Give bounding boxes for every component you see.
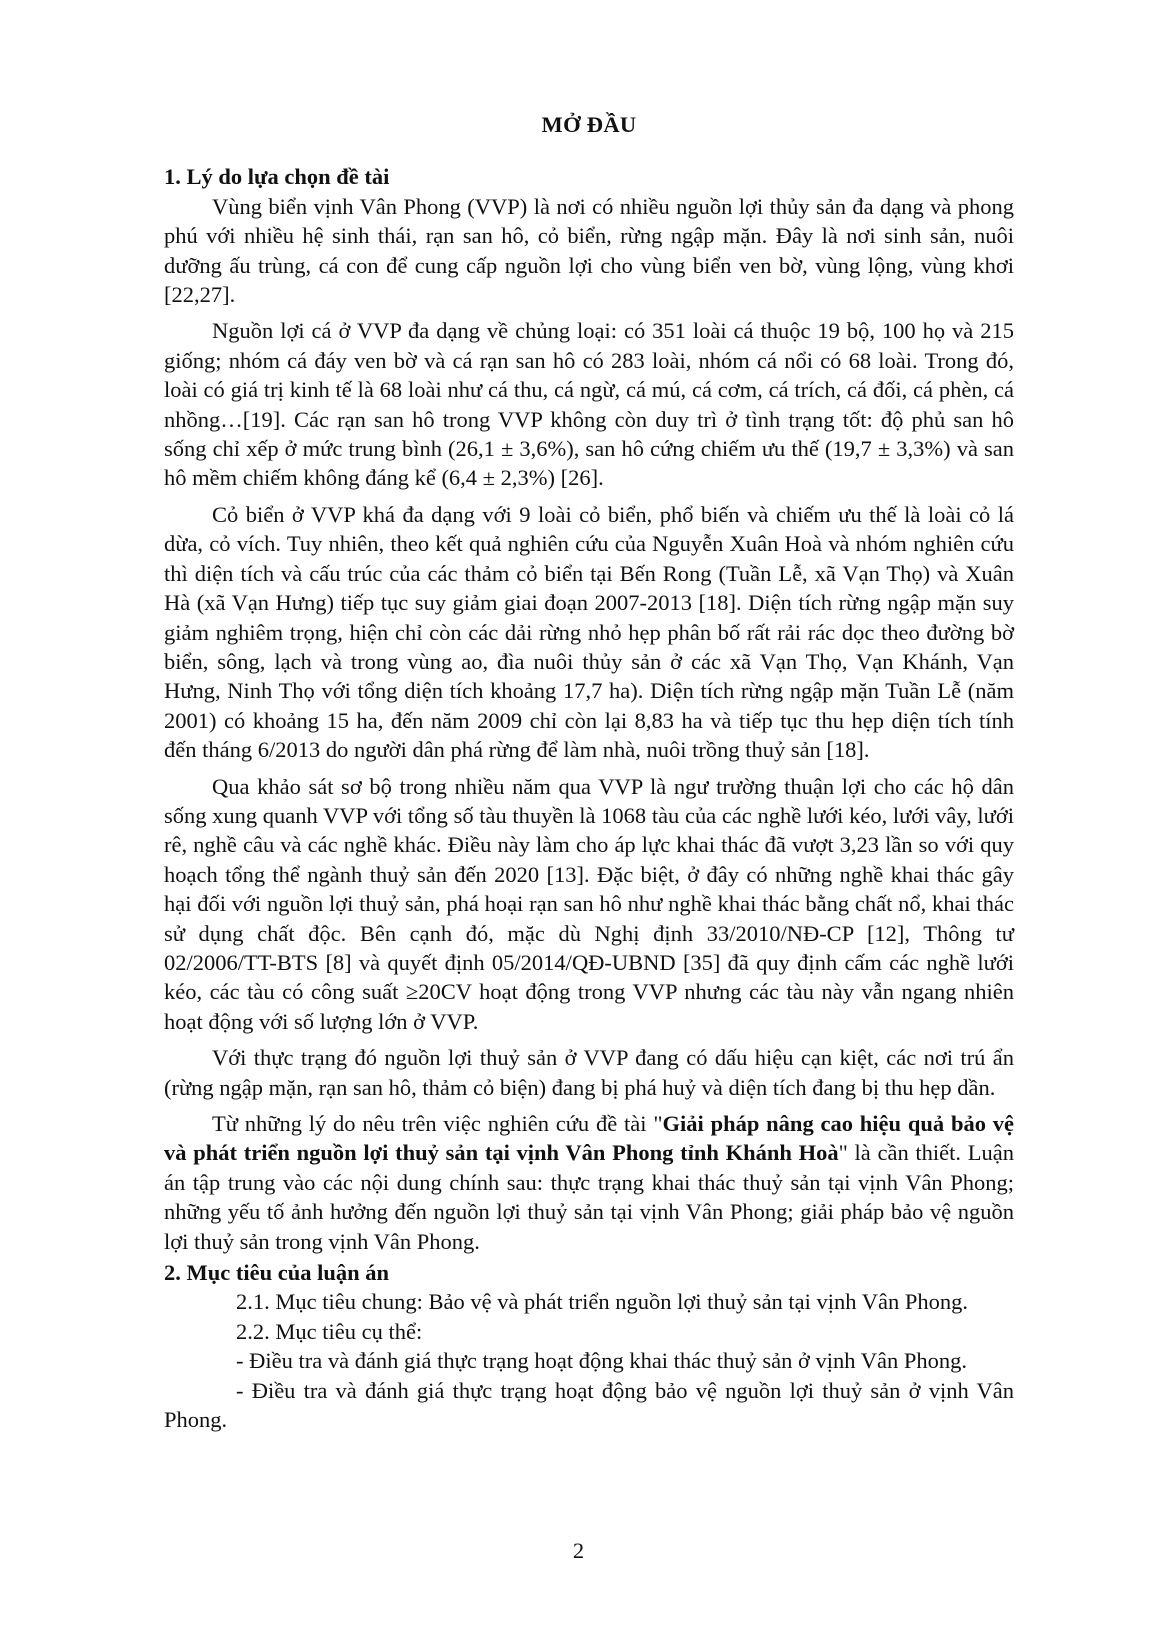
paragraph-6-lead: Từ những lý do nêu trên việc nghiên cứu đề tài ": [212, 1111, 663, 1136]
paragraph-4: Qua khảo sát sơ bộ trong nhiều năm qua VVP là ngư trường thuận lợi cho các hộ dân sống xung quanh VVP với tổng số tàu thuyền là 1068 tàu của các nghề lưới kéo, lưới vây, lưới rê, nghề câu và các nghề khác. Điều này làm cho áp lực khai thác đã vượt 3,23 lần so với quy hoạch tổng thể ngành thuỷ sản đến 2020 [13]. Đặc biệt, ở đây có những nghề khai thác gây hại đối với nguồn lợi thuỷ sản, phá hoại rạn san hô như nghề khai thác bằng chất nổ, khai thác sử dụng chất độc. Bên cạnh đó, mặc dù Nghị định 33/2010/NĐ-CP [12], Thông tư 02/2006/TT-BTS [8] và quyết định 05/2014/QĐ-UBND [35] đã quy định cấm các nghề lưới kéo, các tàu có công suất ≥20CV hoạt động trong VVP nhưng các tàu này vẫn ngang nhiên hoạt động với số lượng lớn ở VVP.: [164, 773, 1014, 1034]
paragraph-1: Vùng biển vịnh Vân Phong (VVP) là nơi có nhiều nguồn lợi thủy sản đa dạng và phong phú với nhiều hệ sinh thái, rạn san hô, cỏ biển, rừng ngập mặn. Đây là nơi sinh sản, nuôi dưỡng ấu trùng, cá con để cung cấp nguồn lợi cho vùng biển ven bờ, vùng lộng, vùng khơi [22,27].: [164, 193, 1014, 308]
objective-general: 2.1. Mục tiêu chung: Bảo vệ và phát triển nguồn lợi thuỷ sản tại vịnh Vân Phong.: [236, 1289, 969, 1315]
thesis-title: Giải pháp nâng cao hiệu quả bảo vệ và phát triển nguồn lợi thuỷ sản tại vịnh Vân Phong tỉnh Khánh Hoà: [164, 1111, 1014, 1166]
section-2-heading: 2. Mục tiêu của luận án: [164, 1260, 390, 1286]
objective-item-1: - Điều tra và đánh giá thực trạng hoạt động khai thác thuỷ sản ở vịnh Vân Phong.: [236, 1348, 968, 1374]
page-content: [164, 110, 1014, 1434]
objective-item-2: - Điều tra và đánh giá thực trạng hoạt động bảo vệ nguồn lợi thuỷ sản ở vịnh Vân Phong.: [164, 1377, 1014, 1433]
paragraph-5: Với thực trạng đó nguồn lợi thuỷ sản ở VVP đang có dấu hiệu cạn kiệt, các nơi trú ẩn (rừng ngập mặn, rạn san hô, thảm cỏ biện) đang bị phá huỷ và diện tích đang bị thu hẹp dần.: [164, 1045, 1014, 1100]
page-number: 2: [572, 1538, 585, 1563]
page-title: MỞ ĐẦU: [541, 112, 637, 137]
paragraph-3: Cỏ biển ở VVP khá đa dạng với 9 loài cỏ biển, phổ biến và chiếm ưu thế là loài cỏ lá dừa, cỏ vích. Tuy nhiên, theo kết quả nghiên cứu của Nguyễn Xuân Hoà và nhóm nghiên cứu thì diện tích và cấu trúc của các thảm cỏ biển tại Bến Rong (Tuần Lễ, xã Vạn Thọ) và Xuân Hà (xã Vạn Hưng) tiếp tục suy giảm giai đoạn 2007-2013 [18]. Diện tích rừng ngập mặn suy giảm nghiêm trọng, hiện chỉ còn các dải rừng nhỏ hẹp phân bố rất rải rác dọc theo đường bờ biển, sông, lạch và trong vùng ao, đìa nuôi thủy sản ở các xã Vạn Thọ, Vạn Khánh, Vạn Hưng, Ninh Thọ với tổng diện tích khoảng 17,7 ha). Diện tích rừng ngập mặn Tuần Lễ (năm 2001) có khoảng 15 ha, đến năm 2009 chỉ còn lại 8,83 ha và tiếp tục thu hẹp diện tích tính đến tháng 6/2013 do người dân phá rừng để làm nhà, nuôi trồng thuỷ sản [18].: [164, 501, 1014, 763]
section-1-heading: 1. Lý do lựa chọn đề tài: [164, 164, 390, 190]
objective-specific-heading: 2.2. Mục tiêu cụ thể:: [236, 1318, 423, 1344]
paragraph-2: Nguồn lợi cá ở VVP đa dạng về chủng loại: có 351 loài cá thuộc 19 bộ, 100 họ và 215 giống; nhóm cá đáy ven bờ và cá rạn san hô có 283 loài, nhóm cá nổi có 68 loài. Trong đó, loài có giá trị kinh tế là 68 loài như cá thu, cá ngừ, cá mú, cá cơm, cá trích, cá đối, cá phèn, cá nhồng…[19]. Các rạn san hô trong VVP không còn duy trì ở tình trạng tốt: độ phủ san hô sống chỉ xếp ở mức trung bình (26,1 ± 3,6%), san hô cứng chiếm ưu thế (19,7 ± 3,3%) và san hô mềm chiếm không đáng kể (6,4 ± 2,3%) [26].: [164, 318, 1014, 491]
paragraph-6-tail: " là cần thiết. Luận án tập trung vào các nội dung chính sau: thực trạng khai thác thuỷ sản tại vịnh Vân Phong; những yếu tố ảnh hưởng đến nguồn lợi thuỷ sản tại vịnh Vân Phong; giải pháp bảo vệ nguồn lợi thuỷ sản trong vịnh Vân Phong.: [164, 1140, 1014, 1254]
paragraph-6: [164, 1109, 1014, 1256]
